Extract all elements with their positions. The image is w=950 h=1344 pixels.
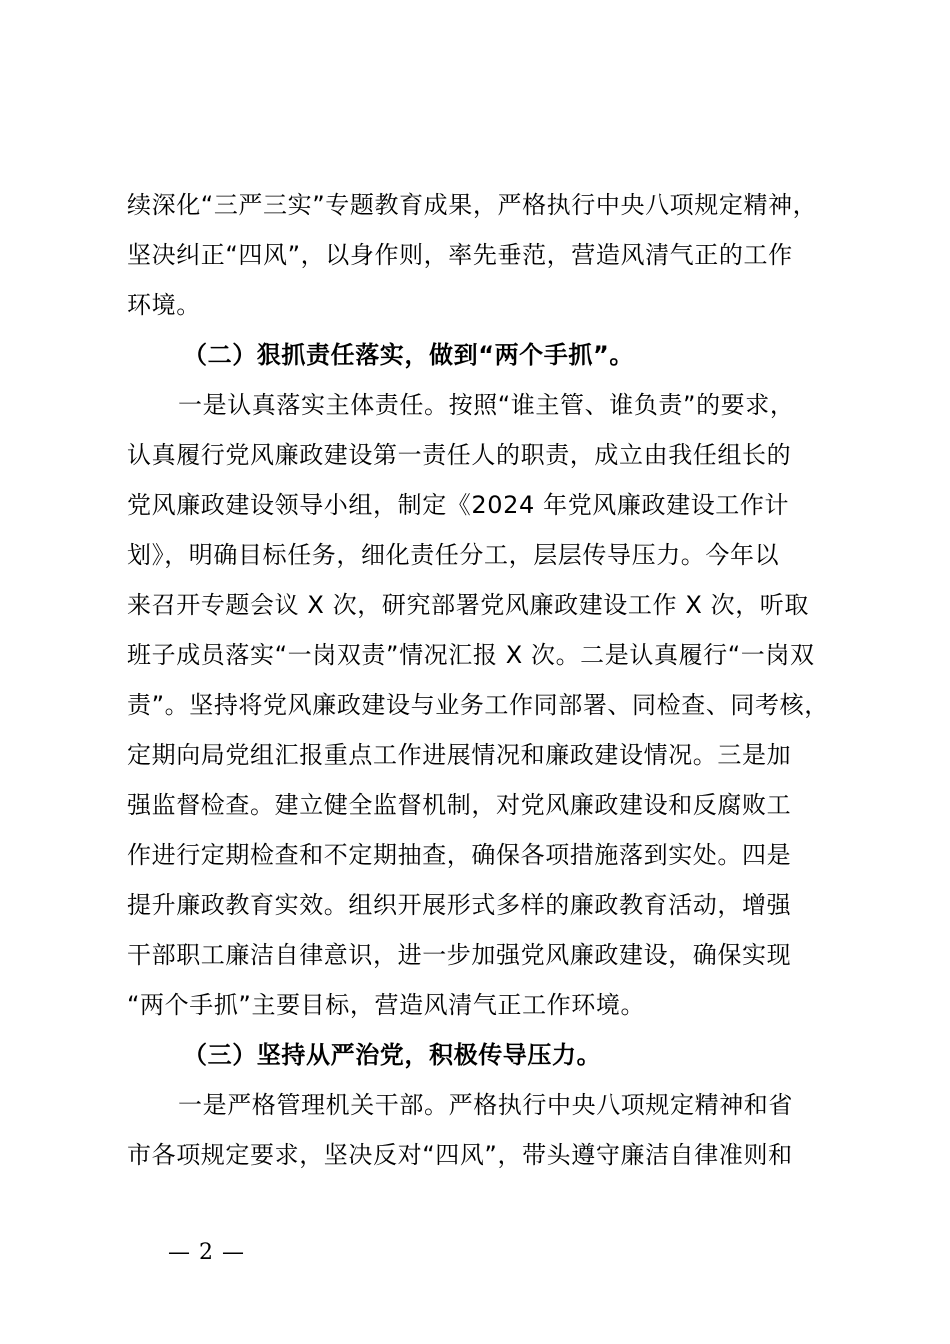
body-text-line: 党风廉政建设领导小组，制定《2024 年党风廉政建设工作计: [127, 491, 790, 519]
page-number: — 2 —: [168, 1240, 245, 1265]
body-text-line: 划》，明确目标任务，细化责任分工，层层传导压力。今年以: [127, 541, 780, 569]
body-text-line: 定期向局党组汇报重点工作进展情况和廉政建设情况。三是加: [127, 741, 792, 769]
body-text-line: 续深化“三严三实”专题教育成果，严格执行中央八项规定精神，: [127, 191, 818, 219]
body-text-line: 一是严格管理机关干部。严格执行中央八项规定精神和省: [178, 1091, 793, 1119]
body-text-line: 坚决纠正“四风”，以身作则，率先垂范，营造风清气正的工作: [127, 241, 793, 269]
body-text-line: 一是认真落实主体责任。按照“谁主管、谁负责”的要求，: [178, 391, 795, 419]
body-text-line: 责”。坚持将党风廉政建设与业务工作同部署、同检查、同考核，: [127, 691, 829, 719]
body-text-line: 市各项规定要求，坚决反对“四风”，带头遵守廉洁自律准则和: [127, 1141, 793, 1169]
body-text-line: 班子成员落实“一岗双责”情况汇报 X 次。二是认真履行“一岗双: [127, 641, 815, 669]
body-text-line: 提升廉政教育实效。组织开展形式多样的廉政教育活动，增强: [127, 891, 792, 919]
body-text-line: 来召开专题会议 X 次，研究部署党风廉政建设工作 X 次，听取: [127, 591, 809, 619]
body-text-line: 认真履行党风廉政建设第一责任人的职责，成立由我任组长的: [127, 441, 792, 469]
body-text-line: 环境。: [127, 291, 201, 319]
body-text-line: 干部职工廉洁自律意识，进一步加强党风廉政建设，确保实现: [127, 941, 792, 969]
body-text-line: 作进行定期检查和不定期抽查，确保各项措施落到实处。四是: [127, 841, 792, 869]
body-text-line: 强监督检查。建立健全监督机制，对党风廉政建设和反腐败工: [127, 791, 792, 819]
section-heading: （二）狠抓责任落实，做到“两个手抓”。: [183, 341, 634, 369]
body-text-line: “两个手抓”主要目标，营造风清气正工作环境。: [127, 991, 646, 1019]
section-heading: （三）坚持从严治党，积极传导压力。: [183, 1041, 602, 1069]
